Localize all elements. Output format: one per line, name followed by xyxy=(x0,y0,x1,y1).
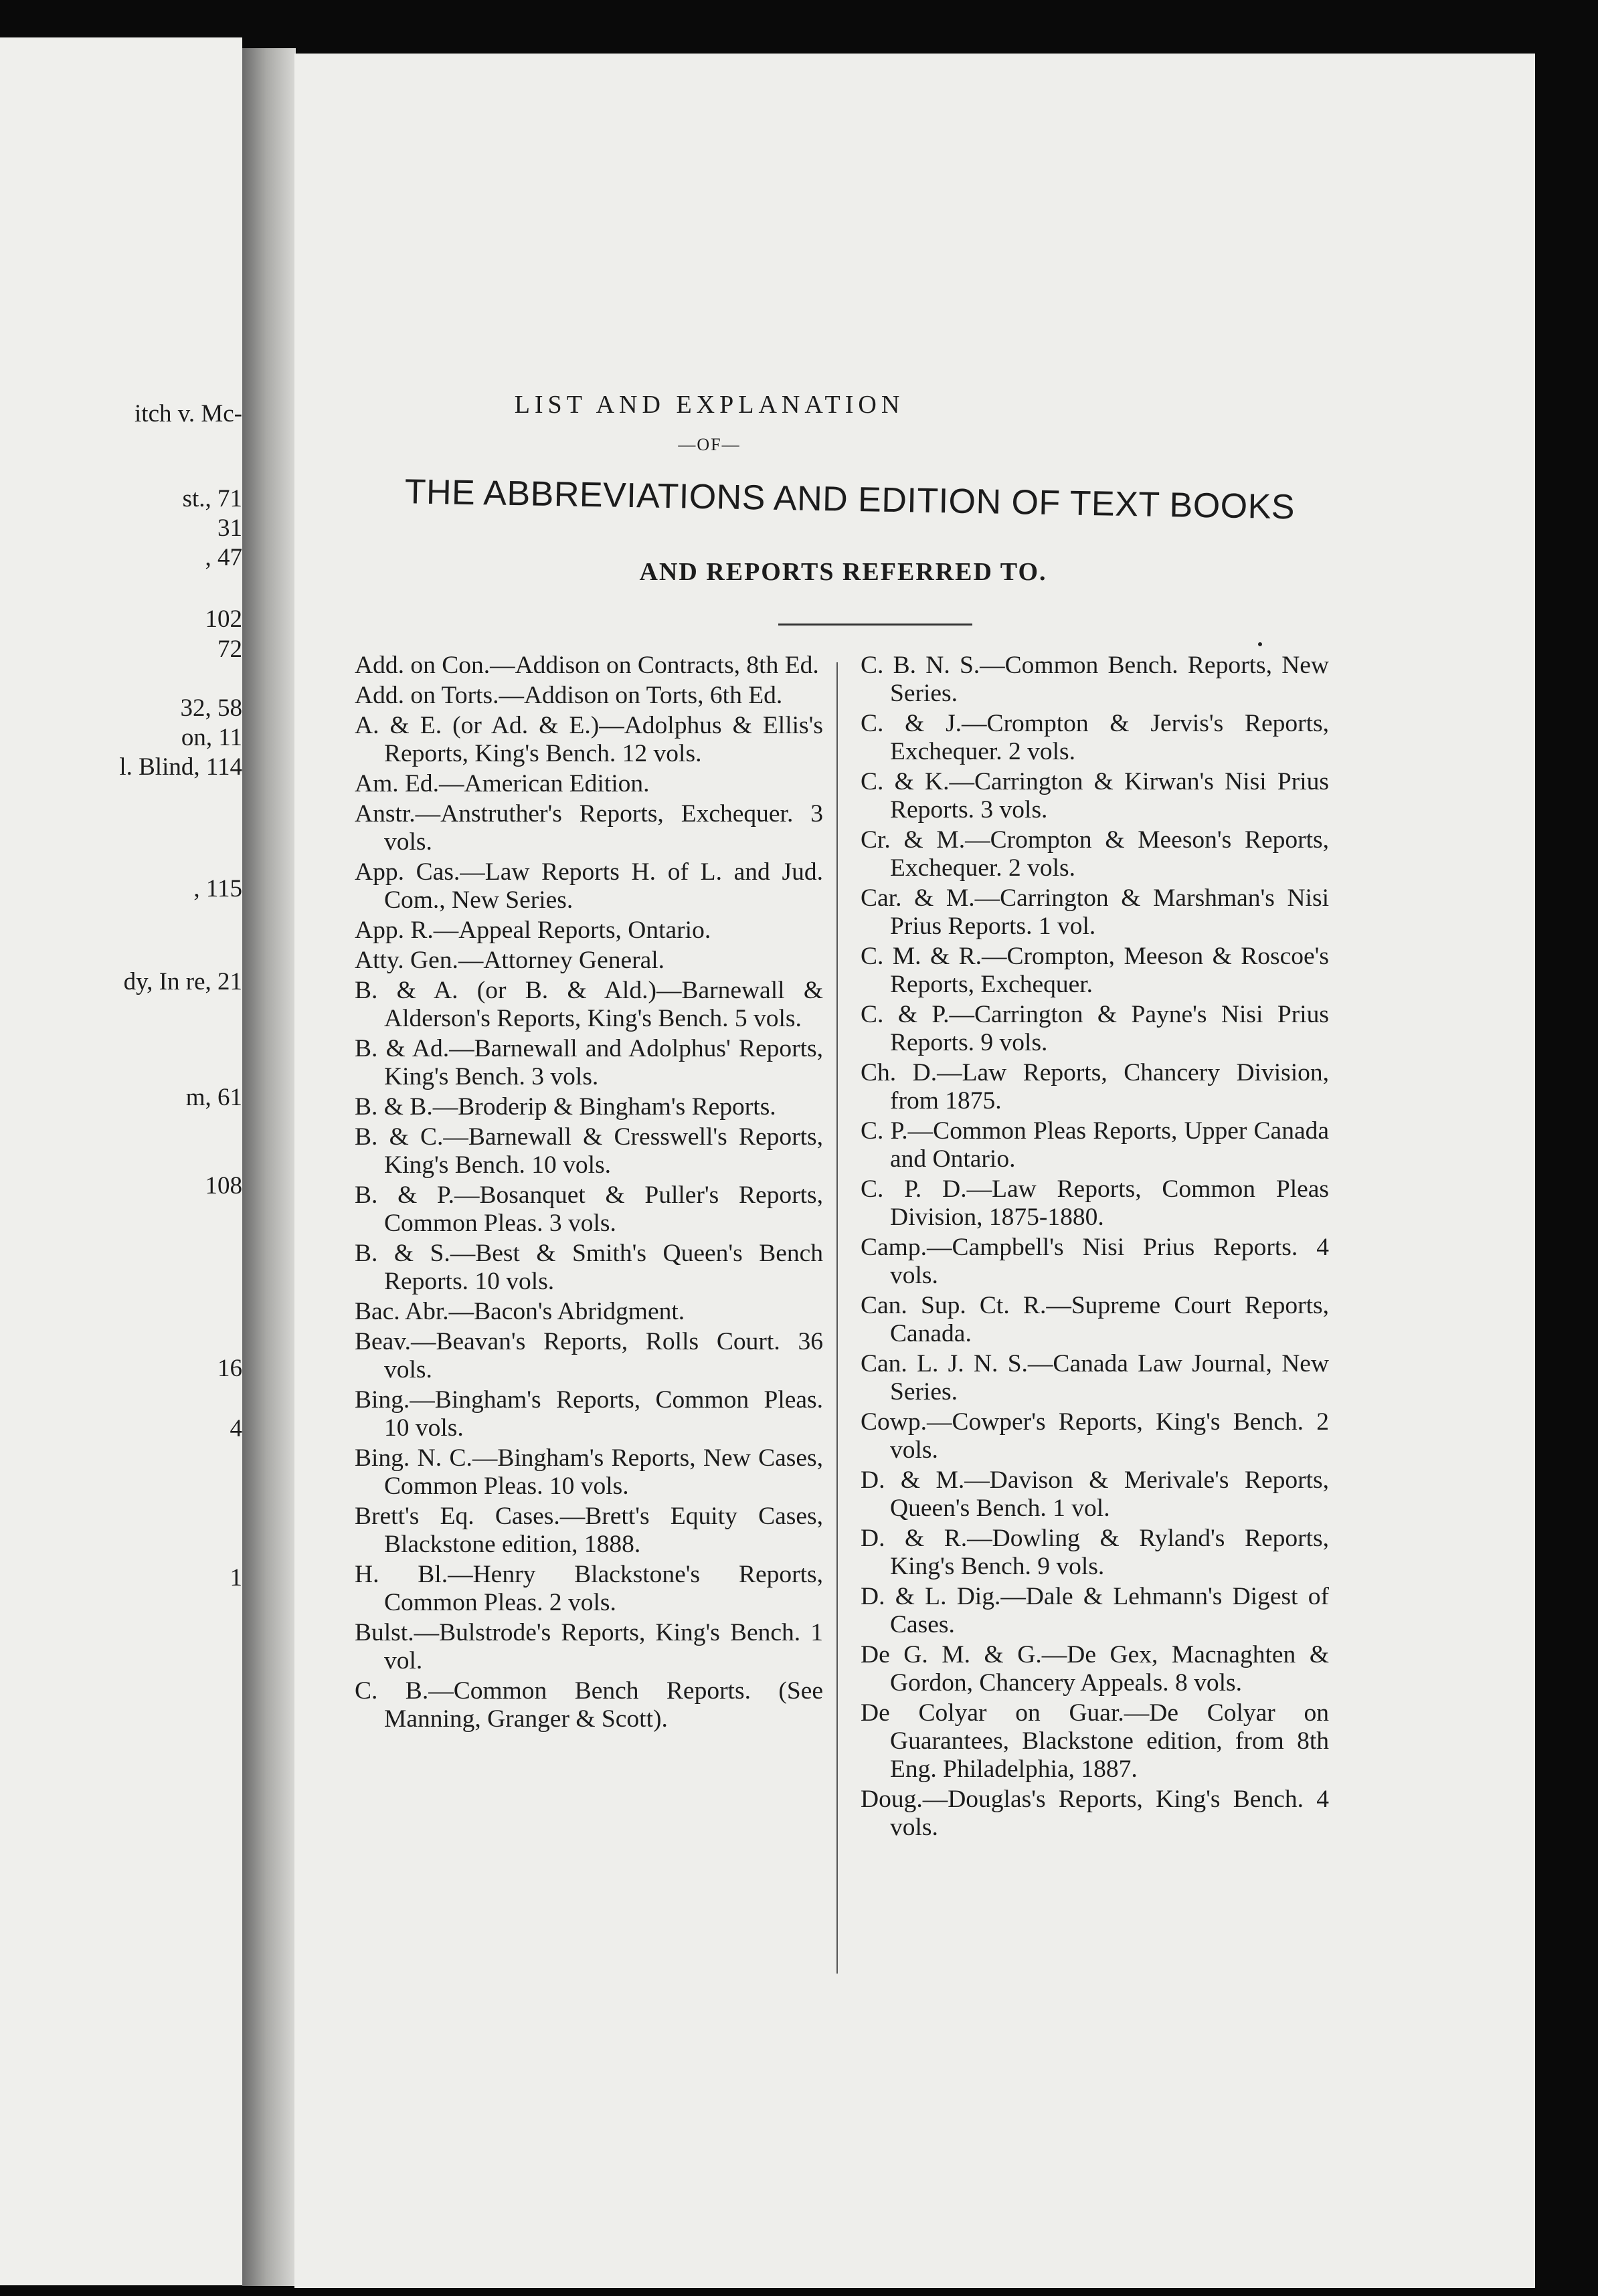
left-page-fragment: 1 xyxy=(230,1564,242,1592)
abbreviation-entry: C. & K.—Carrington & Kirwan's Nisi Prius Reports. 3 vols. xyxy=(861,768,1329,824)
previous-page-fragment xyxy=(0,37,242,2285)
abbreviation-entry: Can. L. J. N. S.—Canada Law Journal, New Series. xyxy=(861,1350,1329,1406)
ink-speck xyxy=(1258,642,1262,646)
abbreviation-entry: B. & Ad.—Barnewall and Adolphus' Reports, King's Bench. 3 vols. xyxy=(355,1035,823,1090)
left-page-fragment: , 115 xyxy=(193,875,242,902)
abbreviation-entry: C. & P.—Carrington & Payne's Nisi Prius Reports. 9 vols. xyxy=(861,1001,1329,1056)
abbreviation-entry: Doug.—Douglas's Reports, King's Bench. 4 vols. xyxy=(861,1786,1329,1841)
abbreviations-column-left xyxy=(355,652,823,1735)
left-page-fragment: 16 xyxy=(217,1355,242,1382)
abbreviation-entry: Cr. & M.—Crompton & Meeson's Reports, Exchequer. 2 vols. xyxy=(861,826,1329,882)
abbreviation-entry: C. P. D.—Law Reports, Common Pleas Division, 1875-1880. xyxy=(861,1175,1329,1231)
abbreviation-entry: C. P.—Common Pleas Reports, Upper Canada and Ontario. xyxy=(861,1117,1329,1173)
abbreviation-entry: App. Cas.—Law Reports H. of L. and Jud. Com., New Series. xyxy=(355,858,823,914)
page-title: THE ABBREVIATIONS AND EDITION OF TEXT BOOKS xyxy=(404,472,1296,527)
left-page-fragment: 72 xyxy=(217,636,242,663)
abbreviation-entry: Add. on Torts.—Addison on Torts, 6th Ed. xyxy=(355,682,783,709)
abbreviation-entry: App. R.—Appeal Reports, Ontario. xyxy=(355,917,711,944)
abbreviation-entry: Bac. Abr.—Bacon's Abridgment. xyxy=(355,1298,685,1325)
abbreviation-entry: Car. & M.—Carrington & Marshman's Nisi Prius Reports. 1 vol. xyxy=(861,884,1329,940)
abbreviation-entry: D. & L. Dig.—Dale & Lehmann's Digest of Cases. xyxy=(861,1583,1329,1638)
left-page-fragment: st., 71 xyxy=(182,485,242,512)
left-page-fragment: on, 11 xyxy=(181,724,242,751)
book-gutter xyxy=(242,48,296,2286)
of-separator: —OF— xyxy=(678,435,741,454)
abbreviation-entry: Bing.—Bingham's Reports, Common Pleas. 10 vols. xyxy=(355,1386,823,1442)
abbreviation-entry: De G. M. & G.—De Gex, Macnaghten & Gordon, Chancery Appeals. 8 vols. xyxy=(861,1641,1329,1697)
column-divider xyxy=(836,662,838,1974)
abbreviation-entry: B. & B.—Broderip & Bingham's Reports. xyxy=(355,1093,776,1121)
abbreviation-entry: Atty. Gen.—Attorney General. xyxy=(355,947,665,974)
abbreviation-entry: Add. on Con.—Addison on Contracts, 8th Ed. xyxy=(355,652,819,679)
left-page-fragment: 102 xyxy=(205,605,242,633)
page-subtitle: AND REPORTS REFERRED TO. xyxy=(639,558,1047,586)
left-page-fragment: 31 xyxy=(217,514,242,542)
abbreviation-entry: Can. Sup. Ct. R.—Supreme Court Reports, Canada. xyxy=(861,1292,1329,1347)
abbreviation-entry: A. & E. (or Ad. & E.)—Adolphus & Ellis's Reports, King's Bench. 12 vols. xyxy=(355,712,823,767)
left-page-fragment: 4 xyxy=(230,1415,242,1442)
abbreviation-entry: Beav.—Beavan's Reports, Rolls Court. 36 vols. xyxy=(355,1328,823,1383)
abbreviation-entry: B. & A. (or B. & Ald.)—Barnewall & Alderson's Reports, King's Bench. 5 vols. xyxy=(355,977,823,1032)
abbreviation-entry: Ch. D.—Law Reports, Chancery Division, from 1875. xyxy=(861,1059,1329,1115)
abbreviation-entry: H. Bl.—Henry Blackstone's Reports, Common Pleas. 2 vols. xyxy=(355,1561,823,1616)
abbreviation-entry: B. & S.—Best & Smith's Queen's Bench Reports. 10 vols. xyxy=(355,1240,823,1295)
abbreviation-entry: C. & J.—Crompton & Jervis's Reports, Exchequer. 2 vols. xyxy=(861,710,1329,765)
left-page-fragment: 108 xyxy=(205,1172,242,1200)
abbreviation-entry: C. B. N. S.—Common Bench. Reports, New Series. xyxy=(861,652,1329,707)
abbreviation-entry: De Colyar on Guar.—De Colyar on Guarantees, Blackstone edition, from 8th Eng. Philadelphia, 1887. xyxy=(861,1699,1329,1783)
abbreviation-entry: C. M. & R.—Crompton, Meeson & Roscoe's Reports, Exchequer. xyxy=(861,943,1329,998)
abbreviation-entry: Cowp.—Cowper's Reports, King's Bench. 2 vols. xyxy=(861,1408,1329,1464)
abbreviation-entry: Anstr.—Anstruther's Reports, Exchequer. 3 vols. xyxy=(355,800,823,856)
left-page-fragment: itch v. Mc- xyxy=(135,400,242,427)
abbreviation-entry: Brett's Eq. Cases.—Brett's Equity Cases, Blackstone edition, 1888. xyxy=(355,1503,823,1558)
abbreviation-entry: B. & C.—Barnewall & Cresswell's Reports, King's Bench. 10 vols. xyxy=(355,1123,823,1179)
left-page-fragment: l. Blind, 114 xyxy=(119,753,242,781)
abbreviation-entry: C. B.—Common Bench Reports. (See Manning, Granger & Scott). xyxy=(355,1677,823,1733)
abbreviation-entry: D. & M.—Davison & Merivale's Reports, Queen's Bench. 1 vol. xyxy=(861,1466,1329,1522)
abbreviations-column-right xyxy=(861,652,1329,1844)
abbreviation-entry: Bing. N. C.—Bingham's Reports, New Cases, Common Pleas. 10 vols. xyxy=(355,1444,823,1500)
list-heading: LIST AND EXPLANATION xyxy=(514,391,905,419)
left-page-fragment: 32, 58 xyxy=(180,694,242,722)
left-page-fragment: , 47 xyxy=(205,544,242,571)
abbreviation-entry: Camp.—Campbell's Nisi Prius Reports. 4 vols. xyxy=(861,1234,1329,1289)
left-page-fragment: m, 61 xyxy=(185,1084,242,1111)
abbreviation-entry: Am. Ed.—American Edition. xyxy=(355,770,650,797)
abbreviation-entry: D. & R.—Dowling & Ryland's Reports, King's Bench. 9 vols. xyxy=(861,1525,1329,1580)
left-page-fragment: dy, In re, 21 xyxy=(123,968,242,995)
abbreviation-entry: B. & P.—Bosanquet & Puller's Reports, Common Pleas. 3 vols. xyxy=(355,1181,823,1237)
title-rule xyxy=(778,624,972,626)
abbreviation-entry: Bulst.—Bulstrode's Reports, King's Bench. 1 vol. xyxy=(355,1619,823,1675)
